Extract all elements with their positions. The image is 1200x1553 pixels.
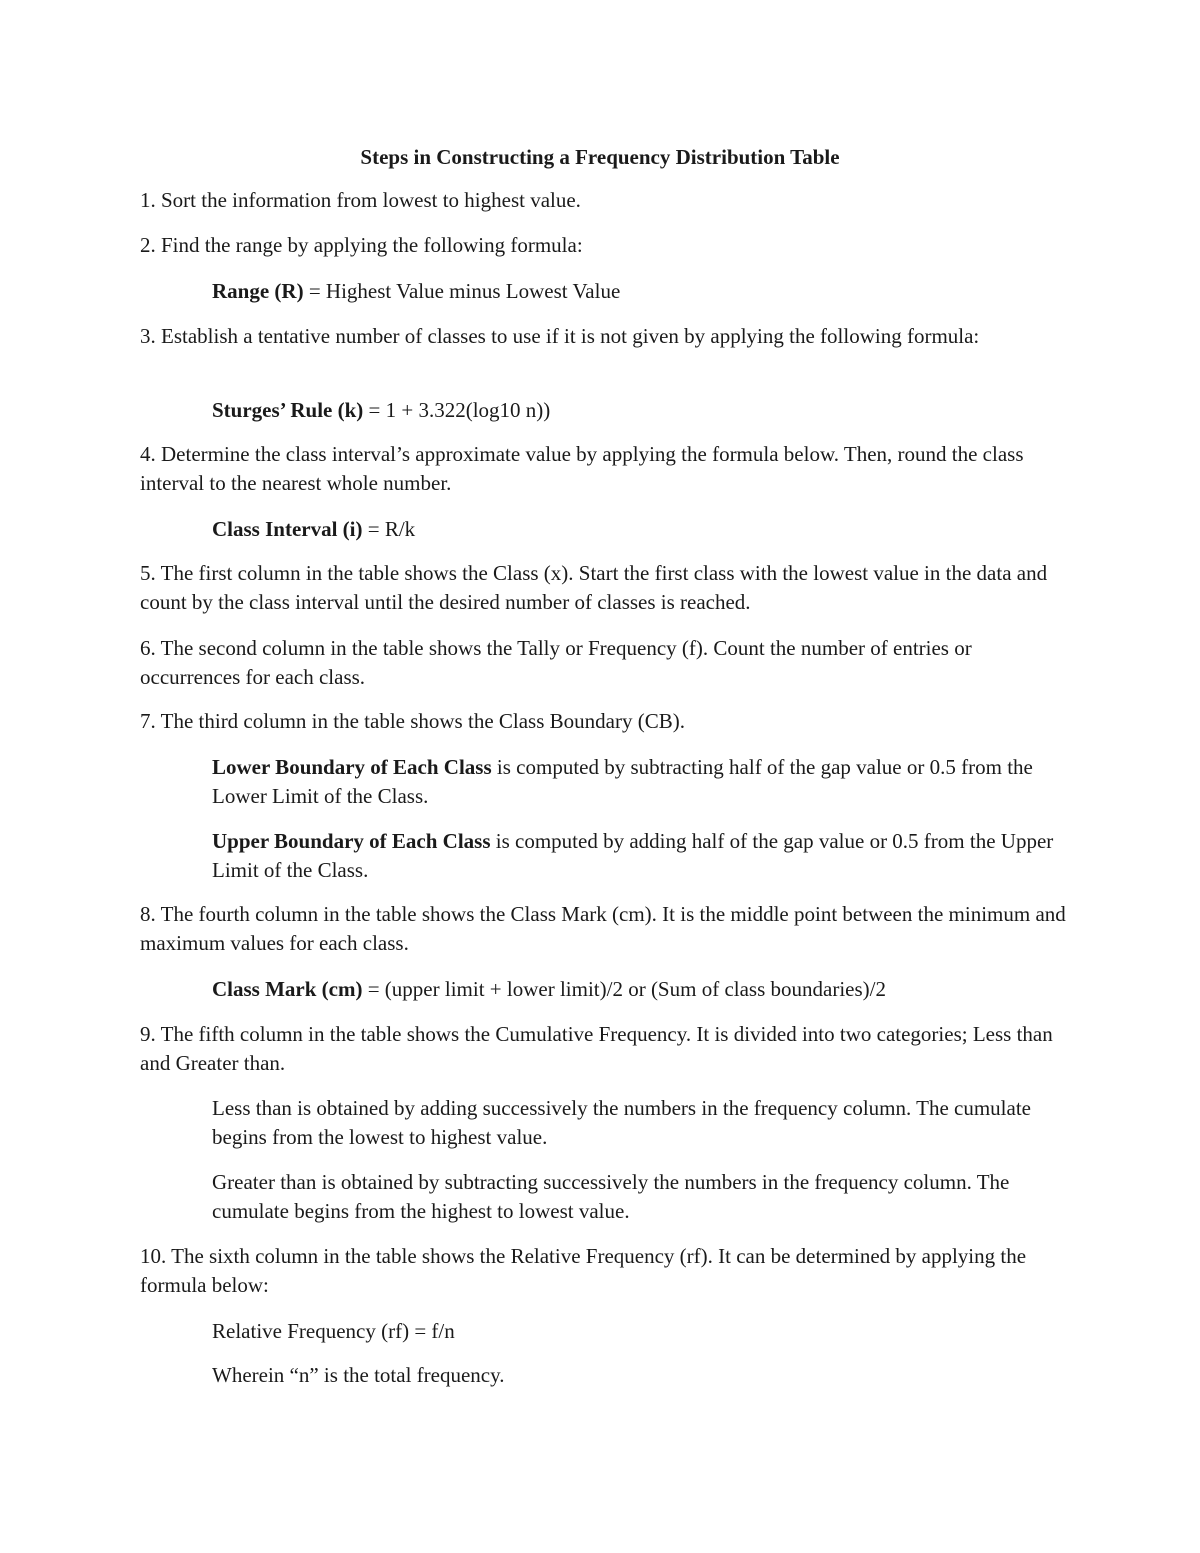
lower-boundary-note: [212, 753, 1072, 811]
class-mark-label: Class Mark (cm): [212, 977, 363, 1001]
lower-boundary-label: Lower Boundary of Each Class: [212, 755, 492, 779]
wherein-note: Wherein “n” is the total frequency.: [212, 1363, 505, 1387]
interval-label: Class Interval (i): [212, 517, 363, 541]
interval-definition: = R/k: [362, 517, 416, 541]
sturges-label: Sturges’ Rule (k): [212, 398, 364, 422]
range-formula: [212, 277, 1072, 306]
step-5: 5. The first column in the table shows the Class (x). Start the first class with the lowest value in the data and count by the class interval until the desired number of classes is reached.: [140, 561, 1048, 614]
upper-boundary-label: Upper Boundary of Each Class: [212, 829, 491, 853]
interval-formula: [212, 515, 1072, 544]
step-8: 8. The fourth column in the table shows the Class Mark (cm). It is the middle point between the minimum and maximum values for each class.: [140, 902, 1066, 955]
range-label: Range (R): [212, 279, 304, 303]
step-10: 10. The sixth column in the table shows the Relative Frequency (rf). It can be determined by applying the formula below:: [140, 1244, 1027, 1297]
upper-boundary-definition: is computed by adding half of the gap value or 0.5 from the Upper Limit of the Class.: [212, 829, 1054, 882]
step-4: 4. Determine the class interval’s approximate value by applying the formula below. Then, round the class interval to the nearest whole number.: [140, 442, 1024, 495]
step-6: 6. The second column in the table shows the Tally or Frequency (f). Count the number of entries or occurrences for each class.: [140, 636, 972, 689]
document-title: Steps in Constructing a Frequency Distribution Table: [360, 145, 840, 169]
class-mark-formula: [212, 975, 1072, 1004]
step-2: 2. Find the range by applying the following formula:: [140, 233, 583, 257]
upper-boundary-note: [212, 827, 1072, 885]
less-than-note: Less than is obtained by adding successively the numbers in the frequency column. The cumulate begins from the lowest to highest value.: [212, 1096, 1031, 1149]
step-3: 3. Establish a tentative number of classes to use if it is not given by applying the following formula:: [140, 324, 980, 348]
sturges-formula: [212, 396, 1072, 425]
step-7: 7. The third column in the table shows the Class Boundary (CB).: [140, 709, 685, 733]
lower-boundary-definition: is computed by subtracting half of the gap value or 0.5 from the Lower Limit of the Class.: [212, 755, 1033, 808]
greater-than-note: Greater than is obtained by subtracting successively the numbers in the frequency column. The cumulate begins from the highest to lowest value.: [212, 1170, 1010, 1223]
step-9: 9. The fifth column in the table shows the Cumulative Frequency. It is divided into two categories; Less than and Greater than.: [140, 1022, 1053, 1075]
class-mark-definition: = (upper limit + lower limit)/2 or (Sum of class boundaries)/2: [362, 977, 886, 1001]
step-1: 1. Sort the information from lowest to highest value.: [140, 188, 581, 212]
sturges-definition: = 1 + 3.322(log10 n)): [363, 398, 551, 422]
relative-frequency-formula: Relative Frequency (rf) = f/n: [212, 1319, 455, 1343]
range-definition: = Highest Value minus Lowest Value: [303, 279, 621, 303]
